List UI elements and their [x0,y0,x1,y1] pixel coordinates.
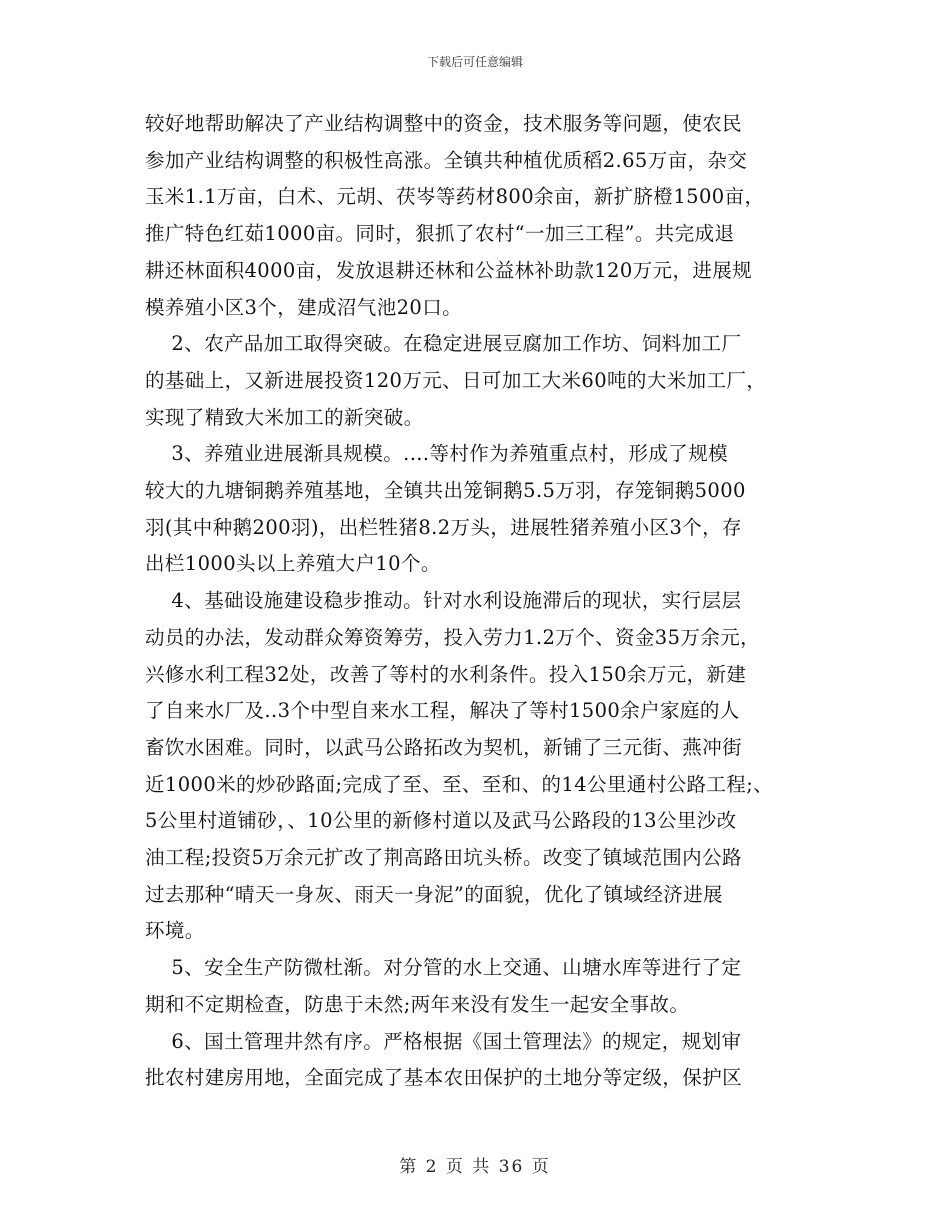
page-footer: 第 2 页 共 36 页 [399,1157,551,1177]
text-line: 6、国土管理井然有序。严格根据《国土管理法》的规定，规划审 [145,1029,742,1053]
text-line: 了自来水厂及..3个中型自来水工程，解决了等村1500余户家庭的人 [145,699,740,723]
text-line: 兴修水利工程32处，改善了等村的水利条件。投入150余万元，新建 [145,662,747,686]
text-line: 动员的办法，发动群众筹资筹劳，投入劳力1.2万个、资金35万余元， [145,625,761,649]
text-line: 期和不定期检查，防患于未然;两年来没有发生一起安全事故。 [145,992,690,1016]
text-line: 2、农产品加工取得突破。在稳定进展豆腐加工作坊、饲料加工厂 [145,332,742,356]
text-line: 出栏1000头以上养殖大户10个。 [145,552,441,576]
text-line: 参加产业结构调整的积极性高涨。全镇共种植优质稻2.65万亩，杂交 [145,148,748,172]
text-line: 4、基础设施建设稳步推动。针对水利设施滞后的现状，实行层层 [145,589,742,613]
text-line: 环境。 [145,919,205,943]
text-line: 实现了精致大米加工的新突破。 [145,405,424,429]
text-line: 油工程;投资5万余元扩改了荆高路田坑头桥。改变了镇域范围内公路 [145,846,742,870]
text-line: 批农村建房用地，全面完成了基本农田保护的土地分等定级，保护区 [145,1066,743,1090]
text-line: 耕还林面积4000亩，发放退耕还林和公益林补助款120万元，进展规 [145,258,753,282]
text-line: 过去那种“晴天一身灰、雨天一身泥”的面貌，优化了镇域经济进展 [145,882,723,906]
text-line: 羽(其中种鹅200羽)，出栏牲猪8.2万头，进展牲猪养殖小区3个，存 [145,515,742,539]
text-line: 较好地帮助解决了产业结构调整中的资金，技术服务等问题，使农民 [145,112,743,135]
text-line: 的基础上，又新进展投资120万元、日可加工大米60吨的大米加工厂， [145,368,767,392]
text-line: 模养殖小区3个，建成沼气池20口。 [145,295,463,319]
document-body [145,106,810,1097]
text-line: 玉米1.1万亩，白术、元胡、茯岑等药材800余亩，新扩脐橙1500亩， [145,185,765,209]
text-line: 较大的九塘铜鹅养殖基地，全镇共出笼铜鹅5.5万羽，存笼铜鹅5000 [145,479,746,503]
text-line: 5公里村道铺砂，、10公里的新修村道以及武马公路段的13公里沙改 [145,809,737,833]
body-text [145,106,810,1097]
text-line: 3、养殖业进展渐具规模。....等村作为养殖重点村，形成了规模 [145,442,728,466]
text-line: 推广特色红茹1000亩。同时，狠抓了农村“一加三工程”。共完成退 [145,222,735,246]
text-line: 5、安全生产防微杜渐。对分管的水上交通、山塘水库等进行了定 [145,956,742,980]
text-line: 畜饮水困难。同时，以武马公路拓改为契机，新铺了三元街、燕冲街 [145,735,743,759]
text-line: 近1000米的炒砂路面;完成了至、至、至和、的14公里通村公路工程;、 [145,772,774,796]
page-header: 下载后可任意编辑 [426,55,523,69]
